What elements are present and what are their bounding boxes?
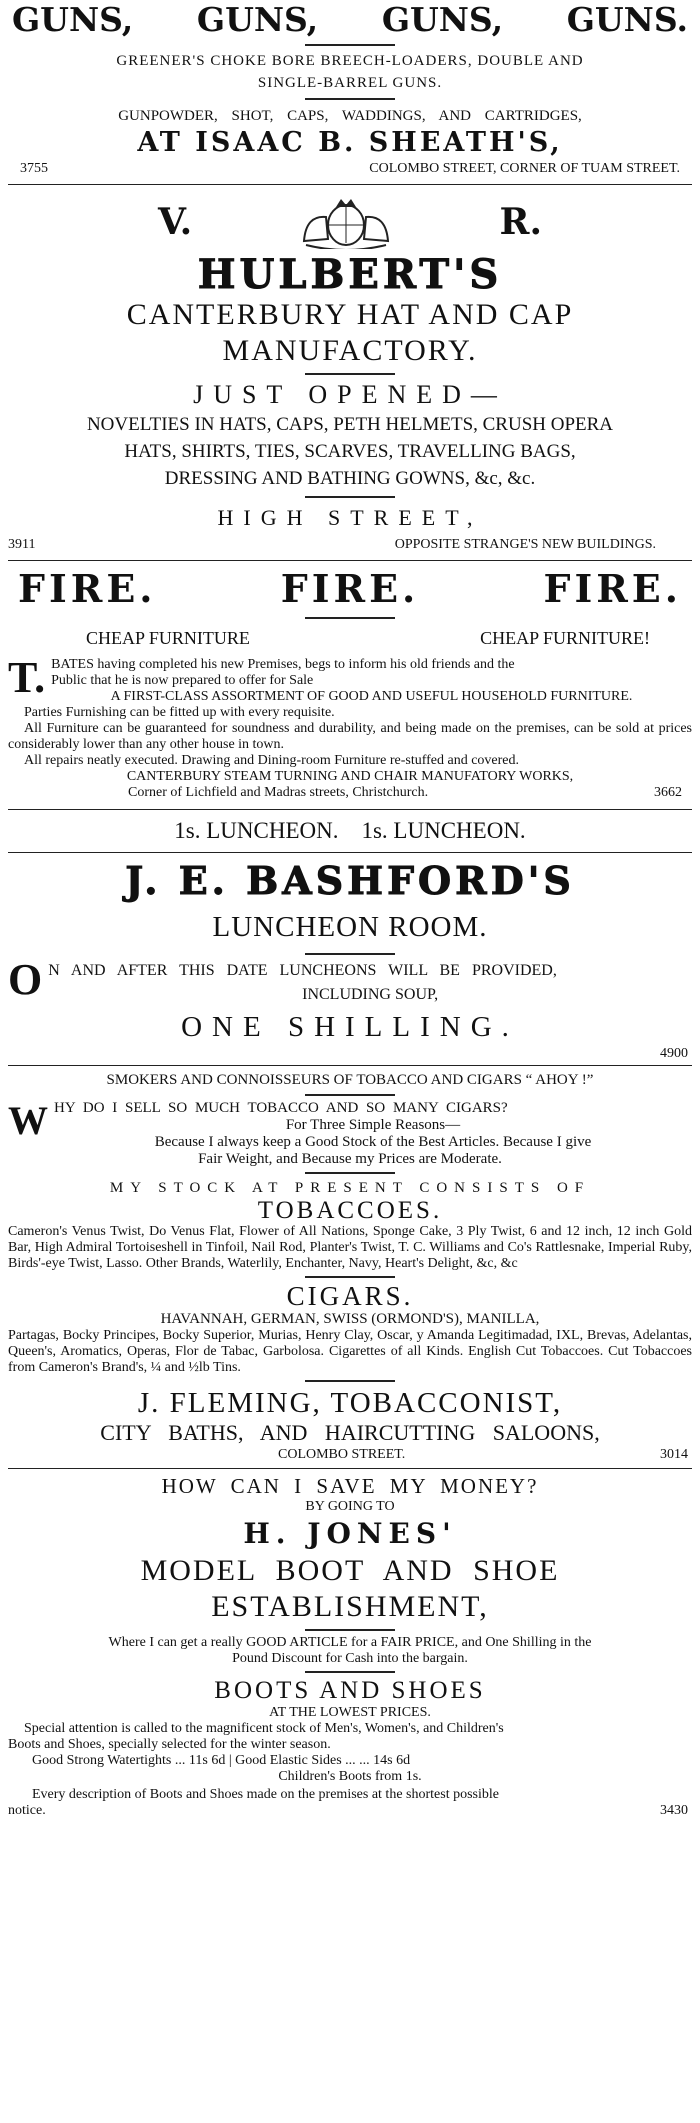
colombo-street: COLOMBO STREET. xyxy=(278,1447,406,1462)
headline-word: GUNS, xyxy=(196,0,319,39)
section-rule xyxy=(8,1468,692,1469)
body-line: Public that he is now prepared to offer for Sale xyxy=(51,673,314,688)
section-rule xyxy=(8,1065,692,1066)
guns-line: SINGLE-BARREL GUNS. xyxy=(257,75,443,91)
divider xyxy=(305,1671,395,1673)
ad-number: 3014 xyxy=(660,1447,688,1462)
body-line: Special attention is called to the magnificent stock of Men's, Women's, and Children's xyxy=(24,1721,504,1736)
royal-header xyxy=(8,189,692,253)
ad-tobacco xyxy=(8,1070,692,1469)
divider xyxy=(305,1094,395,1096)
guns-seller: AT ISAAC B. SHEATH'S, xyxy=(137,127,563,158)
just-opened: JUST OPENED— xyxy=(193,380,507,409)
ad-number: 3755 xyxy=(20,161,48,176)
cheap-text: CHEAP FURNITURE! xyxy=(480,628,650,648)
body-line: N AND AFTER THIS DATE LUNCHEONS WILL BE PROVIDED, xyxy=(48,962,557,979)
novelties-line: HATS, SHIRTS, TIES, SCARVES, TRAVELLING BAGS, xyxy=(124,441,576,462)
body-line: A FIRST-CLASS ASSORTMENT OF GOOD AND USEFUL HOUSEHOLD FURNITURE. xyxy=(110,689,633,704)
cheap-furniture xyxy=(8,623,692,653)
divider xyxy=(305,1276,395,1278)
furniture-footer xyxy=(8,785,692,801)
tobacco-footer xyxy=(8,1446,692,1464)
ad-hulbert xyxy=(8,189,692,561)
divider xyxy=(305,953,395,955)
section-rule xyxy=(8,809,692,810)
boots-heading: BOOTS AND SHOES xyxy=(214,1677,486,1704)
body-line: CANTERBURY STEAM TURNING AND CHAIR MANUFATORY WORKS, xyxy=(126,769,574,784)
hulbert-title: CANTERBURY HAT AND CAP xyxy=(126,298,574,331)
boots-footer xyxy=(8,1803,692,1819)
guns-line: GUNPOWDER, SHOT, CAPS, WADDINGS, AND CARTRIDGES, xyxy=(118,108,582,124)
luncheon-top: 1s. LUNCHEON. 1s. LUNCHEON. xyxy=(174,818,526,843)
hulbert-footer xyxy=(8,534,692,556)
furniture-body xyxy=(8,653,692,801)
body-line: Because I always keep a Good Stock of the Best Articles. Because I give xyxy=(154,1134,592,1150)
body-line: All Furniture can be guaranteed for soundness and durability, and being made on the premises, can be sold at prices considerably lower than any other house in town. xyxy=(8,721,692,752)
divider xyxy=(305,98,395,100)
v-letter: V. xyxy=(158,201,193,243)
ad-luncheon xyxy=(8,814,692,1066)
smokers-line: SMOKERS AND CONNOISSEURS OF TOBACCO AND CIGARS “ AHOY !” xyxy=(106,1072,594,1088)
high-street: HIGH STREET, xyxy=(217,505,483,530)
body-line: Pound Discount for Cash into the bargain. xyxy=(232,1651,468,1666)
fleming-name: J. FLEMING, TOBACCONIST, xyxy=(137,1387,563,1419)
body-line: notice. xyxy=(8,1803,46,1818)
section-rule xyxy=(8,560,692,561)
divider xyxy=(305,373,395,375)
city-baths: CITY BATHS, AND HAIRCUTTING SALOONS, xyxy=(100,1420,600,1445)
body-line: Corner of Lichfield and Madras streets, Christchurch. xyxy=(128,785,429,800)
section-rule xyxy=(8,184,692,185)
luncheon-room: LUNCHEON ROOM. xyxy=(212,911,488,943)
jones-title: ESTABLISHMENT, xyxy=(211,1590,489,1623)
body-line: Boots and Shoes, specially selected for the winter season. xyxy=(8,1737,331,1752)
cigars-heading: CIGARS. xyxy=(286,1281,414,1311)
guns-address: COLOMBO STREET, CORNER OF TUAM STREET. xyxy=(369,161,680,176)
lowest-prices: AT THE LOWEST PRICES. xyxy=(269,1705,431,1720)
save-money-question: HOW CAN I SAVE MY MONEY? xyxy=(161,1474,539,1498)
body-line: BATES having completed his new Premises, begs to inform his old friends and the xyxy=(51,657,515,672)
body-line: Where I can get a really GOOD ARTICLE for a FAIR PRICE, and One Shilling in the xyxy=(108,1635,592,1650)
ad-number: 4900 xyxy=(660,1046,688,1061)
headline-word: GUNS, xyxy=(381,0,504,39)
drop-cap: O xyxy=(8,955,43,1004)
hulbert-opposite: OPPOSITE STRANGE'S NEW BUILDINGS. xyxy=(394,537,656,552)
body-line: Every description of Boots and Shoes made on the premises at the shortest possible xyxy=(32,1787,499,1802)
ad-boots xyxy=(8,1473,692,1819)
divider xyxy=(305,496,395,498)
guns-line: GREENER'S CHOKE BORE BREECH-LOADERS, DOUBLE AND xyxy=(116,53,584,69)
price-line: Good Strong Watertights ... 11s 6d | Good Elastic Sides ... ... 14s 6d xyxy=(32,1753,411,1768)
body-line: Fair Weight, and Because my Prices are Moderate. xyxy=(198,1151,502,1167)
body-line: For Three Simple Reasons— xyxy=(285,1117,461,1133)
cigars-list: Partagas, Bocky Principes, Bocky Superior, Murias, Henry Clay, Oscar, y Amanda Legitimadad, IXL, Brevas, Adelantas, Queen's, Aromatics, Operas, Flor de Tabac, Garbolosa. Cigarettes of all Kinds. English Cut Tobaccoes. Cut Tobaccoes from Cameron's Brand's, ¼ and ½lb Tins. xyxy=(8,1328,692,1375)
body-line: Children's Boots from 1s. xyxy=(278,1769,422,1784)
stock-line: MY STOCK AT PRESENT CONSISTS OF xyxy=(109,1180,591,1196)
tobacco-body xyxy=(8,1100,692,1168)
hulbert-name: HULBERT'S xyxy=(197,251,503,298)
headline-word: FIRE. xyxy=(18,566,157,611)
fire-headline xyxy=(8,565,692,613)
cigars-sub: HAVANNAH, GERMAN, SWISS (ORMOND'S), MANILLA, xyxy=(160,1311,540,1327)
novelties-line: DRESSING AND BATHING GOWNS, &c, &c. xyxy=(164,468,536,489)
divider xyxy=(305,1172,395,1174)
body-line: INCLUDING SOUP, xyxy=(302,986,439,1003)
divider xyxy=(305,1380,395,1382)
jones-title: MODEL BOOT AND SHOE xyxy=(140,1554,560,1587)
hulbert-title: MANUFACTORY. xyxy=(222,334,478,367)
body-line: All repairs neatly executed. Drawing and Dining-room Furniture re-stuffed and covered. xyxy=(24,753,520,768)
headline-word: FIRE. xyxy=(543,566,682,611)
body-line: Parties Furnishing can be fitted up with every requisite. xyxy=(24,705,335,720)
novelties-line: NOVELTIES IN HATS, CAPS, PETH HELMETS, CRUSH OPERA xyxy=(86,414,614,435)
headline-word: GUNS. xyxy=(566,0,688,39)
guns-footer xyxy=(8,158,692,180)
drop-cap: W xyxy=(8,1098,48,1143)
tobaccoes-list: Cameron's Venus Twist, Do Venus Flat, Flower of All Nations, Sponge Cake, 3 Ply Twist, 6 and 12 inch, 12 inch Gold Bar, High Admiral Tortoiseshell in Tinfoil, Nail Rod, Planter's Twist, T. C. Williams and Co's Rattlesnake, Imperial Ruby, Birds'-eye Twist, Lasso. Other Brands, Waterlily, Enchanter, Navy, Heart's Delight, &c, &c xyxy=(8,1224,692,1271)
divider xyxy=(305,1629,395,1631)
ad-furniture xyxy=(8,565,692,810)
luncheon-body xyxy=(8,955,692,1007)
royal-crest-icon xyxy=(286,195,406,249)
ad-number: 3430 xyxy=(660,1803,688,1818)
one-shilling: ONE SHILLING. xyxy=(181,1011,519,1043)
ad-guns xyxy=(8,0,692,185)
body-line: HY DO I SELL SO MUCH TOBACCO AND SO MANY CIGARS? xyxy=(54,1100,508,1116)
drop-cap: T. xyxy=(8,653,46,702)
section-rule xyxy=(8,852,692,853)
headline-word: FIRE. xyxy=(280,566,420,611)
cheap-text: CHEAP FURNITURE xyxy=(86,628,250,648)
headline-word: GUNS, xyxy=(12,0,134,39)
divider xyxy=(305,617,395,619)
ad-number: 3662 xyxy=(654,785,682,800)
guns-headline xyxy=(8,0,692,40)
r-letter: R. xyxy=(499,201,542,243)
by-going-to: BY GOING TO xyxy=(305,1499,395,1514)
tobaccoes-heading: TOBACCOES. xyxy=(257,1197,443,1224)
jones-name: H. JONES' xyxy=(243,1517,457,1550)
divider xyxy=(305,44,395,46)
bashford-name: J. E. BASHFORD'S xyxy=(125,858,575,903)
ad-number: 3911 xyxy=(8,537,36,552)
